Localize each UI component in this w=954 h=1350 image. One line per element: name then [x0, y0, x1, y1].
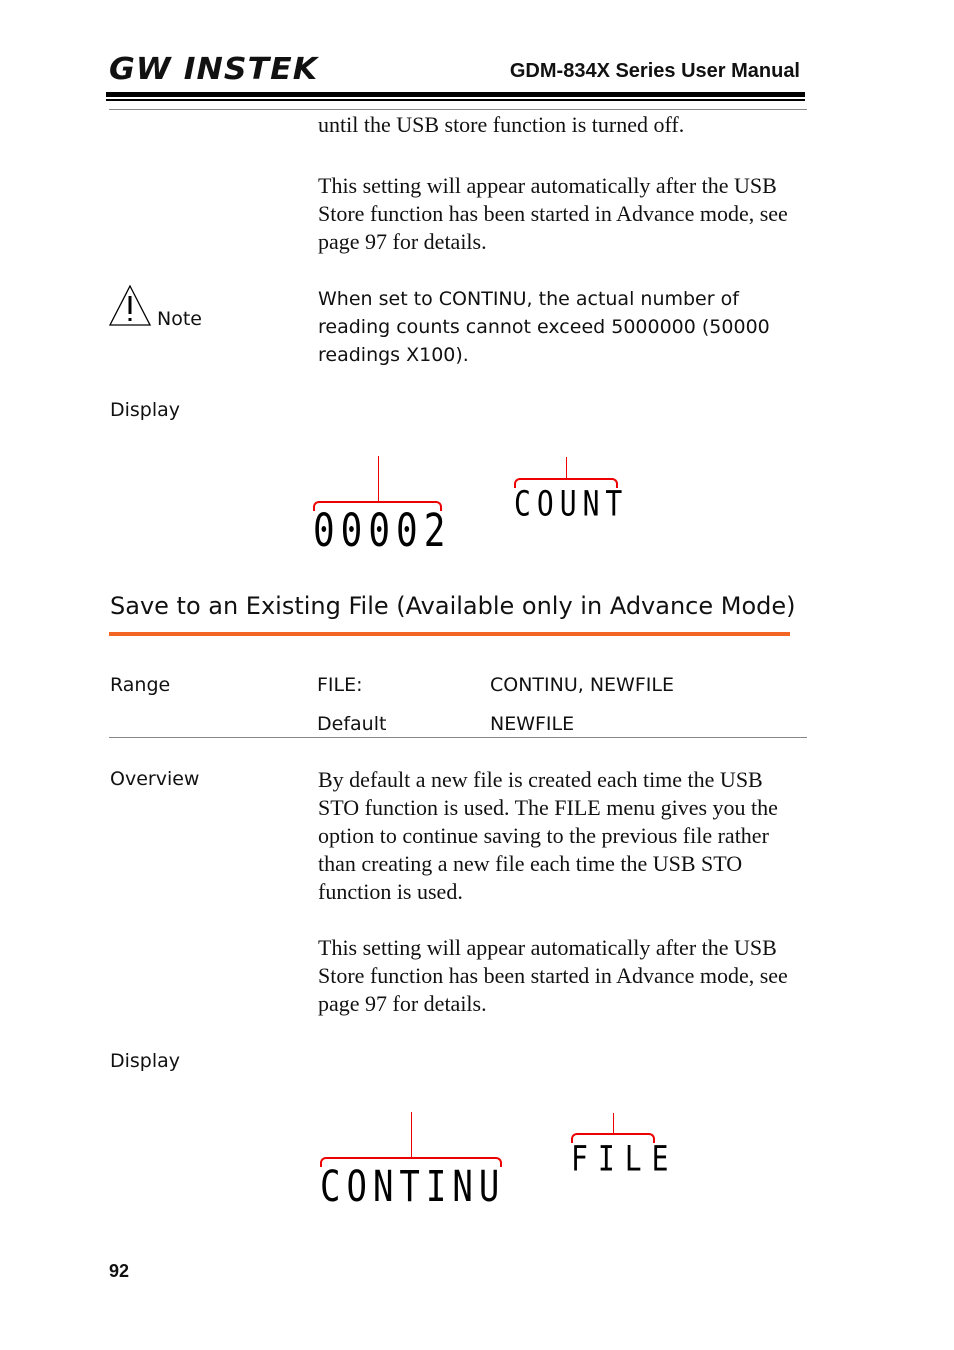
divider	[109, 737, 807, 738]
warning-icon	[109, 284, 153, 328]
lcd-display-label	[571, 1113, 679, 1180]
lcd-display-value	[320, 1112, 506, 1212]
default-value: NEWFILE	[490, 713, 575, 735]
lcd-text: 00002	[313, 506, 452, 558]
lcd-display-value	[313, 456, 452, 558]
overview-label: Overview	[110, 768, 200, 790]
lcd-text: CONTINU	[320, 1162, 506, 1212]
header-rule	[106, 92, 805, 97]
note-text: When set to CONTINU, the actual number of reading counts cannot exceed 5000000 (50000 readings X100).	[318, 288, 770, 366]
lcd-text: FILE	[571, 1138, 679, 1180]
manual-title: GDM-834X Series User Manual	[509, 60, 800, 82]
gw-instek-logo: GW INSTEK	[109, 52, 319, 87]
continued-text: until the USB store function is turned off.	[318, 112, 685, 137]
section-title: Save to an Existing File (Available only in Advance Mode)	[110, 592, 796, 620]
header-rule-thin	[106, 99, 805, 101]
section-underline	[109, 632, 790, 636]
range-label: Range	[110, 674, 171, 696]
display-label: Display	[110, 1050, 181, 1072]
lcd-text: COUNT	[514, 483, 629, 525]
file-values: CONTINU, NEWFILE	[490, 674, 674, 696]
lcd-display-label	[514, 457, 629, 525]
display-label: Display	[110, 399, 181, 421]
default-label: Default	[317, 713, 387, 735]
note-label: Note	[157, 308, 202, 330]
overview-text: By default a new file is created each time the USB STO function is used. The FILE menu gives you the option to continue saving to the previous file rather than creating a new file each time the USB STO function is used.	[318, 767, 778, 904]
auto-note-text: This setting will appear automatically after the USB Store function has been started in Advance mode, see page 97 for details.	[318, 173, 788, 254]
page-number: 92	[109, 1261, 130, 1281]
auto-note-text: This setting will appear automatically after the USB Store function has been started in Advance mode, see page 97 for details.	[318, 935, 788, 1016]
file-label: FILE:	[317, 674, 363, 696]
divider	[109, 109, 807, 110]
